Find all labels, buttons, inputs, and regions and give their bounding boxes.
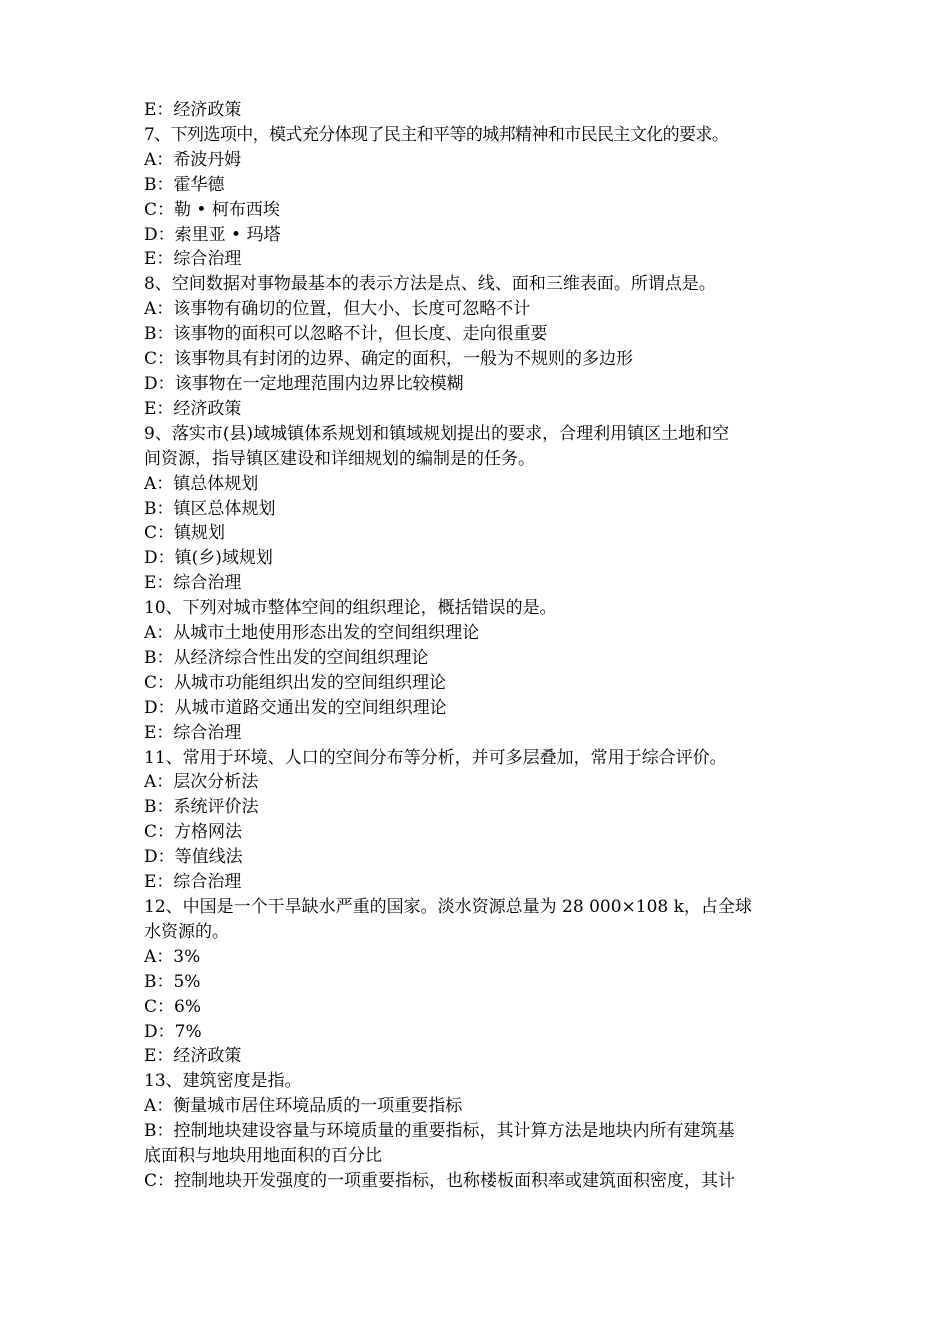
q13-option-b-line-2: 底面积与地块用地面积的百分比 [144,1146,382,1167]
document-body [144,98,812,1194]
q9-option-b: B：镇区总体规划 [144,498,276,519]
q13-option-b-line-1: B：控制地块建设容量与环境质量的重要指标，其计算方法是地块内所有建筑基 [144,1121,735,1142]
q11-option-c: C：方格网法 [144,822,243,843]
question-11: 11、常用于环境、人口的空间分布等分析，并可多层叠加，常用于综合评价。 [144,747,727,768]
question-7: 7、下列选项中，模式充分体现了民主和平等的城邦精神和市民民主文化的要求。 [144,124,729,145]
q8-option-e: E：经济政策 [144,398,242,419]
q9-option-c: C：镇规划 [144,523,226,544]
q11-option-a: A：层次分析法 [144,772,259,793]
q8-option-d: D：该事物在一定地理范围内边界比较模糊 [144,373,464,394]
q10-option-c: C：从城市功能组织出发的空间组织理论 [144,672,447,693]
q9-option-d: D：镇(乡)域规划 [144,548,273,569]
q7-option-e: E：综合治理 [144,249,242,270]
question-10: 10、下列对城市整体空间的组织理论，概括错误的是。 [144,598,557,619]
q10-option-a: A：从城市土地使用形态出发的空间组织理论 [144,623,480,644]
q7-option-d: D：索里亚 • 玛塔 [144,224,281,245]
q11-option-b: B：系统评价法 [144,797,259,818]
q12-option-c: C：6% [144,996,201,1017]
q12-option-b: B：5% [144,971,201,992]
q12-option-d: D：7% [144,1021,202,1042]
q12-option-a: A：3% [144,946,201,967]
q10-option-e: E：综合治理 [144,722,242,743]
q10-option-b: B：从经济综合性出发的空间组织理论 [144,647,429,668]
q11-option-d: D：等值线法 [144,847,243,868]
q12-option-e: E：经济政策 [144,1046,242,1067]
question-12-line-2: 水资源的。 [144,921,229,942]
q8-option-a: A：该事物有确切的位置，但大小、长度可忽略不计 [144,299,531,320]
q7-option-b: B：霍华德 [144,174,225,195]
q13-option-c-line-1: C：控制地块开发强度的一项重要指标，也称楼板面积率或建筑面积密度，其计 [144,1170,736,1191]
question-12-line-1: 12、中国是一个干旱缺水严重的国家。淡水资源总量为 28 000×108 k，占全球 [144,897,752,917]
q10-option-d: D：从城市道路交通出发的空间组织理论 [144,697,447,718]
question-9-line-1: 9、落实市(县)域城镇体系规划和镇域规划提出的要求，合理利用镇区土地和空 [144,423,730,444]
q7-option-c: C：勒 • 柯布西埃 [144,199,280,220]
question-13: 13、建筑密度是指。 [144,1071,302,1092]
q9-option-e: E：综合治理 [144,573,242,594]
q11-option-e: E：综合治理 [144,872,242,893]
q9-option-a: A：镇总体规划 [144,473,259,494]
q13-option-a: A：衡量城市居住环境品质的一项重要指标 [144,1096,463,1117]
q8-option-c: C：该事物具有封闭的边界、确定的面积，一般为不规则的多边形 [144,349,634,370]
question-9-line-2: 间资源，指导镇区建设和详细规划的编制是的任务。 [144,448,535,469]
question-8: 8、空间数据对事物最基本的表示方法是点、线、面和三维表面。所谓点是。 [144,274,716,295]
option-e-prev: E：经济政策 [144,100,242,120]
q7-option-a: A：希波丹姆 [144,149,242,170]
q8-option-b: B：该事物的面积可以忽略不计，但长度、走向很重要 [144,324,548,345]
